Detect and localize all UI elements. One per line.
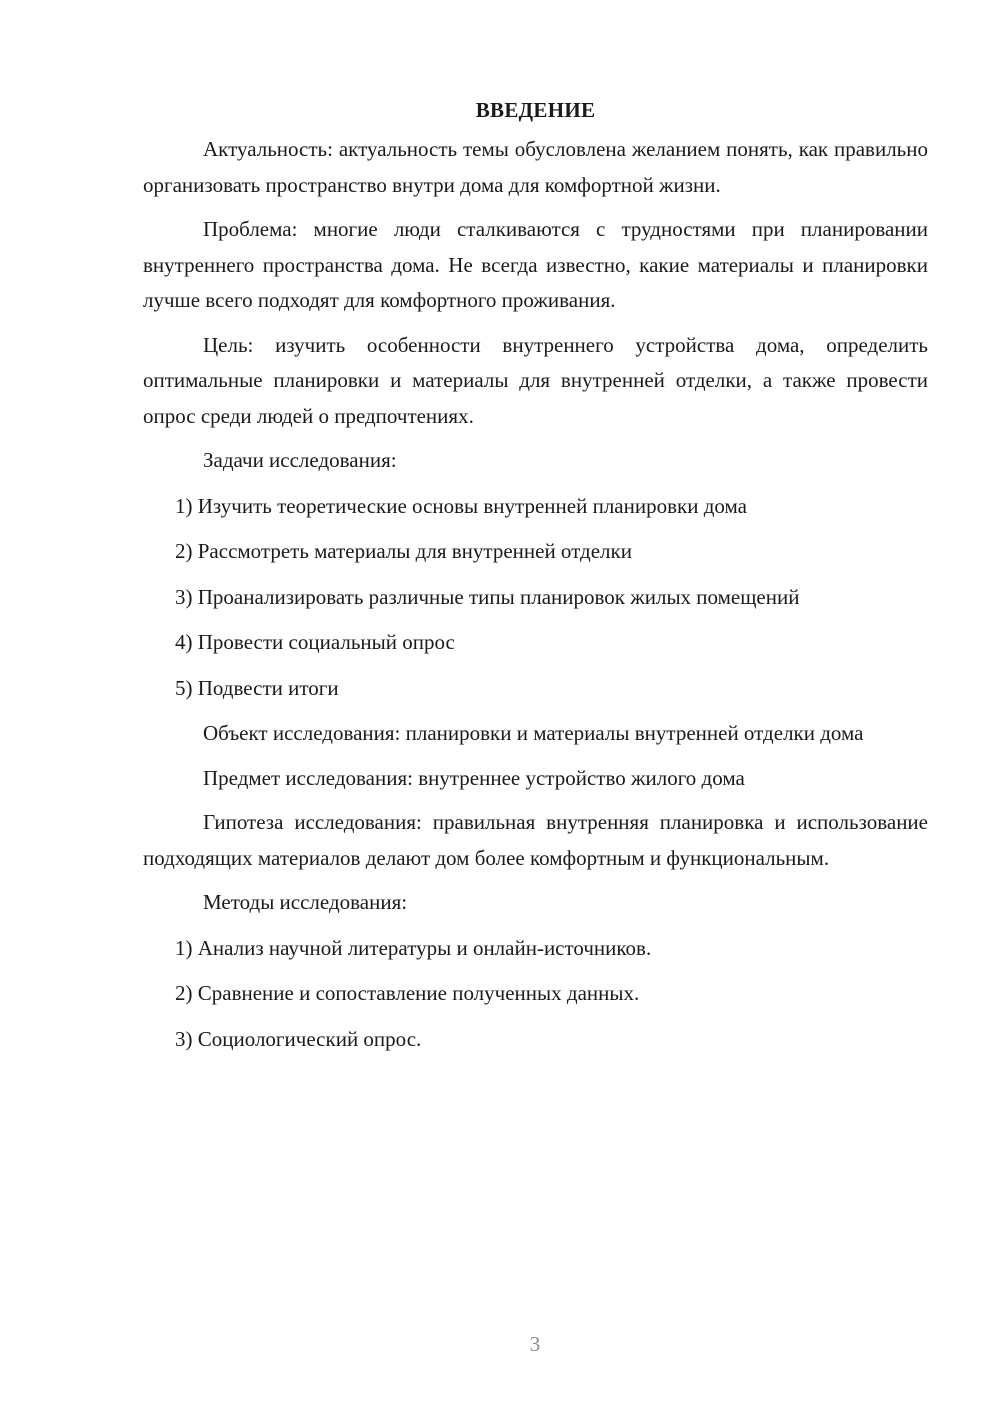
task-item-2: 2) Рассмотреть материалы для внутренней отделки <box>175 539 632 563</box>
paragraph-relevance: Актуальность: актуальность темы обусловлена желанием понять, как правильно организовать пространство внутри дома для комфортной жизни. <box>143 137 928 197</box>
method-item-1: 1) Анализ научной литературы и онлайн-источников. <box>175 935 652 960</box>
task-item-5: 5) Подвести итоги <box>175 675 339 700</box>
task-item-3: 3) Проанализировать различные типы планировок жилых помещений <box>175 584 800 609</box>
document-page <box>143 92 928 1057</box>
paragraph-object: Объект исследования: планировки и материалы внутренней отделки дома <box>203 721 864 745</box>
page-number: 3 <box>529 1332 541 1356</box>
methods-heading: Методы исследования: <box>203 890 408 914</box>
task-item-1: 1) Изучить теоретические основы внутренней планировки дома <box>175 493 747 518</box>
paragraph-hypothesis: Гипотеза исследования: правильная внутренняя планировка и использование подходящих материалов делают дом более комфортным и функциональным. <box>143 810 928 870</box>
tasks-heading: Задачи исследования: <box>203 448 397 472</box>
paragraph-subject: Предмет исследования: внутреннее устройство жилого дома <box>203 765 745 790</box>
method-item-2: 2) Сравнение и сопоставление полученных данных. <box>175 981 640 1005</box>
method-item-3: 3) Социологический опрос. <box>175 1026 422 1051</box>
paragraph-goal: Цель: изучить особенности внутреннего устройства дома, определить оптимальные планировки и материалы для внутренней отделки, а также провести опрос среди людей о предпочтениях. <box>143 332 928 428</box>
document-title: ВВЕДЕНИЕ <box>475 98 596 122</box>
paragraph-problem: Проблема: многие люди сталкиваются с трудностями при планировании внутреннего пространства дома. Не всегда известно, какие материалы и планировки лучше всего подходят для комфортного проживания. <box>143 217 928 312</box>
task-item-4: 4) Провести социальный опрос <box>175 630 455 654</box>
